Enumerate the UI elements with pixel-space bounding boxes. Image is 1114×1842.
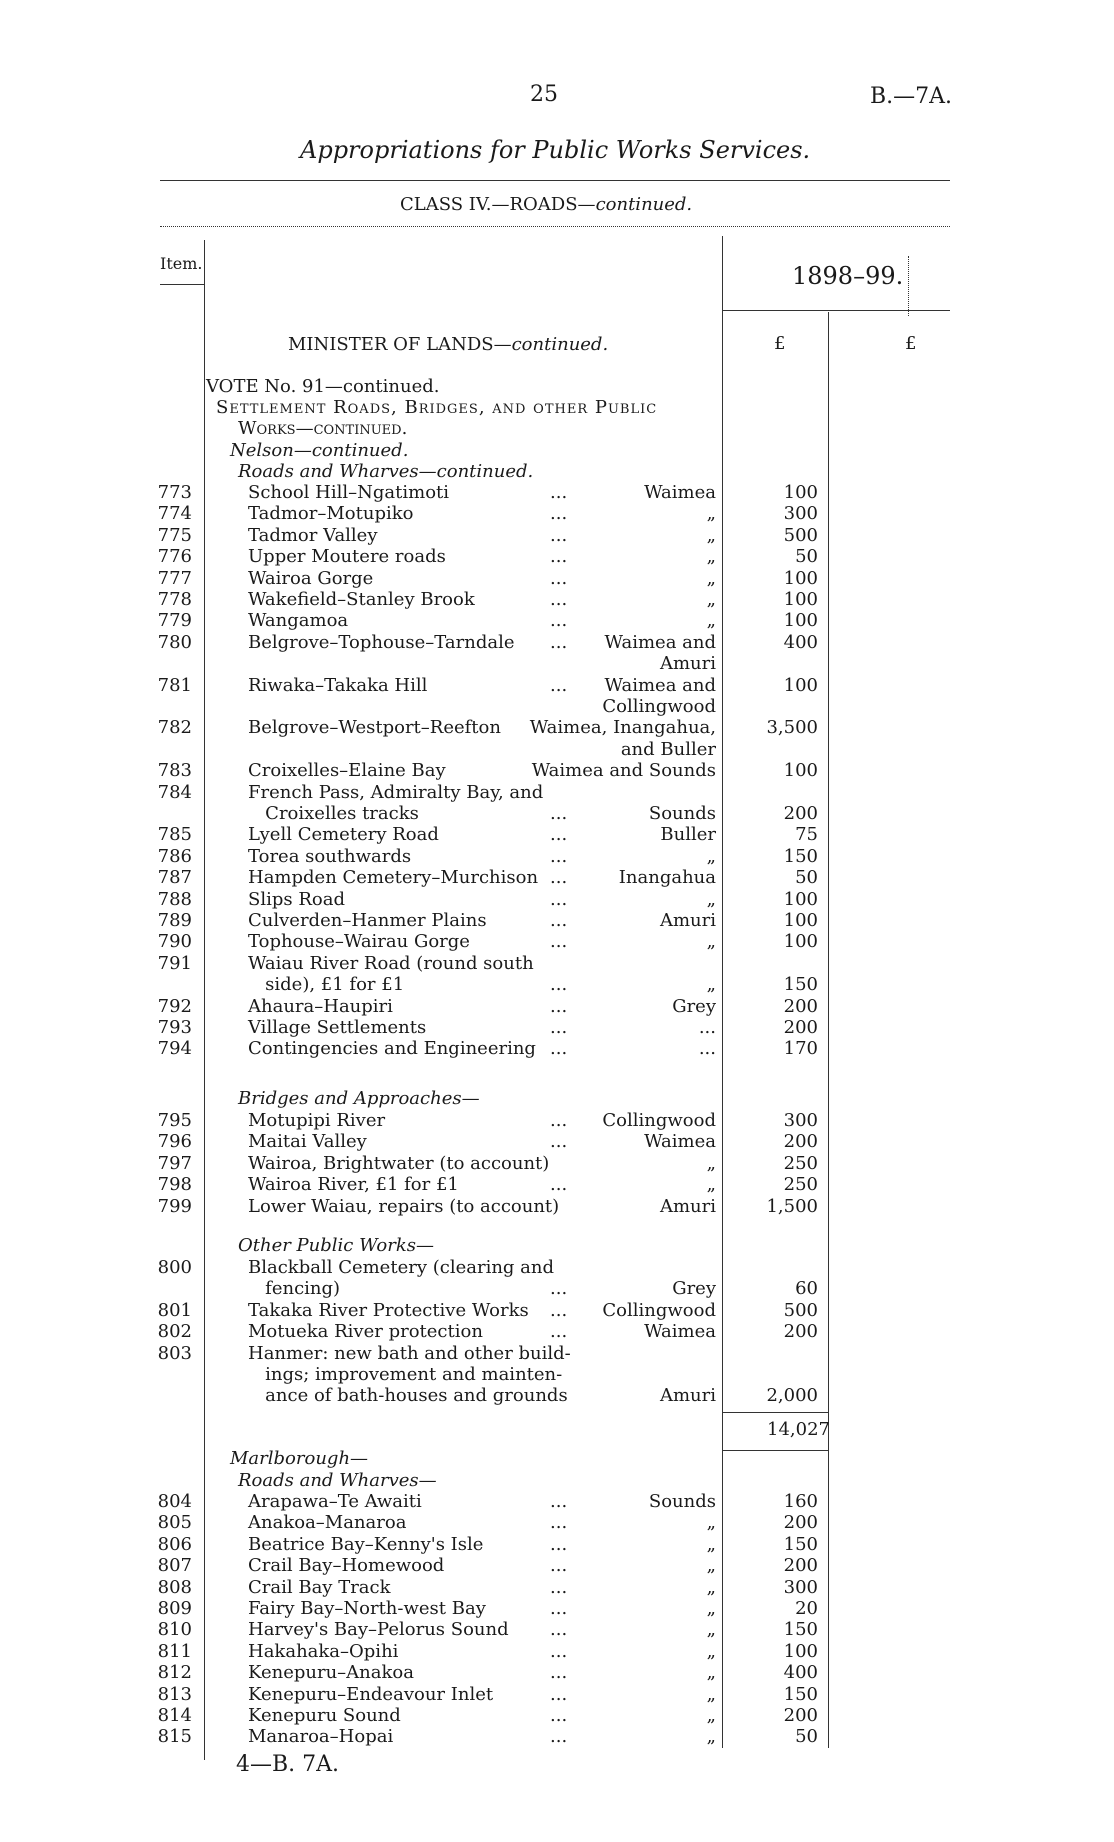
item-district: Buller xyxy=(660,824,716,846)
table-row xyxy=(0,1110,1114,1132)
item-district: Collingwood xyxy=(602,1110,716,1131)
table-row xyxy=(0,1257,1114,1279)
item-name: Fairy Bay–North-west Bay xyxy=(248,1598,486,1619)
item-name: Hampden Cemetery–Murchison xyxy=(248,867,539,889)
item-name: Torea southwards xyxy=(248,845,412,867)
item-number: 774 xyxy=(157,503,192,525)
table-row xyxy=(0,760,1114,782)
item-number: 781 xyxy=(157,674,192,696)
item-district: „ xyxy=(706,503,716,525)
leader-dots: ... xyxy=(550,524,568,546)
table-row xyxy=(0,1364,1114,1386)
item-name: Hanmer: new bath and other build- xyxy=(248,1342,571,1364)
item-district: Sounds xyxy=(648,1491,716,1512)
item-amount: 100 xyxy=(783,482,818,503)
item-amount: 160 xyxy=(783,1491,818,1512)
item-district: „ xyxy=(706,931,716,953)
item-name: Tophouse–Wairau Gorge xyxy=(248,931,470,953)
leader-dots: ... xyxy=(550,1662,568,1684)
item-number: 778 xyxy=(157,589,192,610)
item-district: Amuri xyxy=(659,653,716,675)
item-name: Belgrove–Westport–Reefton xyxy=(248,717,501,739)
item-amount: 100 xyxy=(783,760,818,782)
item-number: 812 xyxy=(157,1662,192,1684)
item-district: „ xyxy=(706,589,716,610)
item-name: Kenepuru Sound xyxy=(248,1705,401,1726)
item-name: Kenepuru–Endeavour Inlet xyxy=(248,1683,494,1705)
table-row xyxy=(0,867,1114,889)
table-row xyxy=(0,1278,1114,1300)
item-amount: 75 xyxy=(795,824,818,846)
leader-dots: ... xyxy=(550,888,568,910)
item-district: Waimea xyxy=(644,482,716,503)
item-name: Lyell Cemetery Road xyxy=(248,824,439,846)
item-amount: 250 xyxy=(783,1152,818,1174)
item-name: Wairoa River, £1 for £1 xyxy=(248,1174,459,1196)
other-works-heading: Other Public Works— xyxy=(238,1235,434,1256)
item-amount: 20 xyxy=(795,1598,818,1619)
item-name: Beatrice Bay–Kenny's Isle xyxy=(248,1533,484,1555)
item-amount: 3,500 xyxy=(766,717,818,739)
table-row xyxy=(0,1619,1114,1641)
item-name: Arapawa–Te Awaiti xyxy=(248,1491,422,1512)
leader-dots: ... xyxy=(550,1683,568,1705)
item-number: 795 xyxy=(157,1110,192,1131)
leader-dots: ... xyxy=(550,1576,568,1598)
subtotal-rule-top xyxy=(722,1412,828,1413)
bridges-heading: Bridges and Approaches— xyxy=(238,1088,480,1109)
item-amount: 400 xyxy=(783,1662,818,1684)
item-amount: 100 xyxy=(783,910,818,931)
table-row xyxy=(0,1321,1114,1343)
table-row xyxy=(0,1385,1114,1407)
item-number: 793 xyxy=(157,1017,192,1038)
item-name: Takaka River Protective Works xyxy=(248,1299,529,1321)
item-district: „ xyxy=(706,610,716,632)
item-district: Grey xyxy=(672,1278,716,1300)
item-district: ... xyxy=(698,1017,716,1038)
leader-dots: ... xyxy=(550,1038,568,1060)
table-row xyxy=(0,1038,1114,1060)
table-row xyxy=(0,1131,1114,1153)
leader-dots: ... xyxy=(550,1619,568,1641)
ministry-heading: MINISTER OF LANDS—continued. xyxy=(288,334,609,355)
table-row xyxy=(0,1684,1114,1706)
item-district: Grey xyxy=(672,995,716,1017)
item-district: Collingwood xyxy=(602,696,716,717)
leader-dots: ... xyxy=(550,995,568,1017)
item-number: 773 xyxy=(157,482,192,503)
item-number: 787 xyxy=(157,867,192,889)
table-row xyxy=(0,1598,1114,1620)
document-reference: B.—7A. xyxy=(870,84,953,109)
table-row xyxy=(0,568,1114,590)
class-heading: CLASS IV.—ROADS—continued. xyxy=(400,194,693,215)
table-row xyxy=(0,1017,1114,1039)
item-number: 789 xyxy=(157,910,192,931)
item-amount: 100 xyxy=(783,567,818,589)
leader-dots: ... xyxy=(550,910,568,931)
table-row xyxy=(0,1153,1114,1175)
item-number: 777 xyxy=(157,567,192,589)
item-district: Sounds xyxy=(648,803,716,824)
item-number: 808 xyxy=(157,1576,192,1598)
page-title: Appropriations for Public Works Services. xyxy=(300,136,811,164)
table-row xyxy=(0,1534,1114,1556)
item-district: „ xyxy=(706,1152,716,1174)
item-amount: 100 xyxy=(783,674,818,696)
item-number: 810 xyxy=(157,1619,192,1641)
item-district: Waimea and xyxy=(604,631,716,653)
item-district: „ xyxy=(706,1705,716,1726)
item-amount: 50 xyxy=(795,1726,818,1748)
item-number: 779 xyxy=(157,610,192,632)
item-district: ... xyxy=(698,1038,716,1060)
item-name: School Hill–Ngatimoti xyxy=(248,482,450,503)
table-row xyxy=(0,782,1114,804)
item-amount: 200 xyxy=(783,1705,818,1726)
vote-heading: VOTE No. 91—continued. xyxy=(206,376,440,397)
leader-dots: ... xyxy=(550,631,568,653)
table-row xyxy=(0,1577,1114,1599)
table-row xyxy=(0,610,1114,632)
table-row xyxy=(0,889,1114,911)
item-district: „ xyxy=(706,1683,716,1705)
item-district: „ xyxy=(706,1619,716,1641)
item-amount: 300 xyxy=(783,1110,818,1131)
item-district: „ xyxy=(706,1174,716,1196)
table-row xyxy=(0,525,1114,547)
item-district: „ xyxy=(706,1576,716,1598)
leader-dots: ... xyxy=(550,610,568,632)
table-row xyxy=(0,739,1114,761)
item-district: „ xyxy=(706,1555,716,1577)
item-name: Hakahaka–Opihi xyxy=(248,1640,399,1662)
item-district: Collingwood xyxy=(602,1299,716,1321)
item-name: Wairoa, Brightwater (to account) xyxy=(248,1152,550,1174)
item-amount: 500 xyxy=(783,1299,818,1321)
item-name: Motupipi River xyxy=(248,1110,386,1131)
item-district: „ xyxy=(706,1533,716,1555)
item-amount: 400 xyxy=(783,631,818,653)
table-row xyxy=(0,1726,1114,1748)
table-row xyxy=(0,974,1114,996)
item-district: „ xyxy=(706,1726,716,1748)
item-number: 796 xyxy=(157,1131,192,1153)
leader-dots: ... xyxy=(550,1533,568,1555)
item-name: Upper Moutere roads xyxy=(248,546,446,568)
item-district: Amuri xyxy=(659,1385,716,1407)
leader-dots: ... xyxy=(550,824,568,846)
item-number: 792 xyxy=(157,995,192,1017)
table-row xyxy=(0,632,1114,654)
leader-dots: ... xyxy=(550,1321,568,1343)
item-amount: 250 xyxy=(783,1174,818,1196)
item-name: Croixelles tracks xyxy=(248,803,419,824)
item-number: 813 xyxy=(157,1683,192,1705)
table-row xyxy=(0,1662,1114,1684)
item-district: „ xyxy=(706,1512,716,1534)
item-name: Contingencies and Engineering xyxy=(248,1038,536,1060)
item-number: 811 xyxy=(157,1640,192,1662)
item-amount: 100 xyxy=(783,888,818,910)
item-number: 786 xyxy=(157,845,192,867)
item-district: „ xyxy=(706,546,716,568)
rule-year xyxy=(722,310,950,311)
item-number: 797 xyxy=(157,1152,192,1174)
leader-dots: ... xyxy=(550,1491,568,1512)
item-district: Waimea and xyxy=(604,674,716,696)
table-row xyxy=(0,1196,1114,1218)
item-district: Inangahua xyxy=(618,867,716,889)
item-district: „ xyxy=(706,1598,716,1619)
table-row xyxy=(0,1174,1114,1196)
item-name: Village Settlements xyxy=(248,1017,427,1038)
item-name: Wakefield–Stanley Brook xyxy=(248,589,475,610)
leader-dots: ... xyxy=(550,1512,568,1534)
item-name: Tadmor Valley xyxy=(248,524,378,546)
item-amount: 500 xyxy=(783,524,818,546)
item-district: „ xyxy=(706,1662,716,1684)
rule-top xyxy=(160,180,950,181)
leader-dots: ... xyxy=(550,931,568,953)
item-district: „ xyxy=(706,845,716,867)
item-number: 791 xyxy=(157,952,192,974)
item-amount: 150 xyxy=(783,1533,818,1555)
item-name: ance of bath-houses and grounds xyxy=(248,1385,568,1407)
item-amount: 100 xyxy=(783,931,818,953)
leader-dots: ... xyxy=(550,845,568,867)
leader-dots: ... xyxy=(550,1110,568,1131)
marlborough-heading: Marlborough— xyxy=(230,1448,369,1469)
item-name: ings; improvement and mainten- xyxy=(248,1364,563,1385)
item-number: 804 xyxy=(157,1491,192,1512)
pound-symbol-col1: £ xyxy=(774,333,786,354)
table-row xyxy=(0,1641,1114,1663)
year-right-edge xyxy=(908,256,909,316)
item-amount: 200 xyxy=(783,1512,818,1534)
item-amount: 170 xyxy=(783,1038,818,1060)
item-name: Maitai Valley xyxy=(248,1131,367,1153)
page-number: 25 xyxy=(530,82,558,107)
roads-heading: Roads and Wharves—continued. xyxy=(238,461,534,482)
leader-dots: ... xyxy=(550,1131,568,1153)
item-amount: 200 xyxy=(783,995,818,1017)
table-row xyxy=(0,696,1114,718)
item-amount: 200 xyxy=(783,803,818,824)
item-number: 814 xyxy=(157,1705,192,1726)
year-column-header: 1898–99. xyxy=(792,262,904,290)
item-amount: 50 xyxy=(795,867,818,889)
table-row xyxy=(0,482,1114,504)
table-row xyxy=(0,1300,1114,1322)
item-district: Amuri xyxy=(659,910,716,931)
table-row xyxy=(0,953,1114,975)
item-amount: 200 xyxy=(783,1017,818,1038)
item-district: Waimea xyxy=(644,1321,716,1343)
settlement-heading-line1: Settlement Roads, Bridges, and other Public xyxy=(216,397,658,418)
item-number: 782 xyxy=(157,717,192,739)
table-row xyxy=(0,589,1114,611)
subtotal-amount: 14,027 xyxy=(767,1419,830,1440)
item-name: Belgrove–Tophouse–Tarndale xyxy=(248,631,515,653)
leader-dots: ... xyxy=(550,1598,568,1619)
table-row xyxy=(0,1555,1114,1577)
leader-dots: ... xyxy=(550,503,568,525)
item-district: „ xyxy=(706,888,716,910)
marlborough-roads-heading: Roads and Wharves— xyxy=(238,1470,437,1491)
leader-dots: ... xyxy=(550,1640,568,1662)
table-row xyxy=(0,717,1114,739)
table-row xyxy=(0,996,1114,1018)
item-name: side), £1 for £1 xyxy=(248,974,405,996)
item-amount: 1,500 xyxy=(766,1195,818,1217)
item-name: Lower Waiau, repairs (to account) xyxy=(248,1195,560,1217)
item-amount: 200 xyxy=(783,1555,818,1577)
item-number: 807 xyxy=(157,1555,192,1577)
item-number: 799 xyxy=(157,1195,192,1217)
item-number: 794 xyxy=(157,1038,192,1060)
item-number: 775 xyxy=(157,524,192,546)
item-amount: 150 xyxy=(783,1683,818,1705)
item-number: 788 xyxy=(157,888,192,910)
settlement-heading-line2: Works—continued. xyxy=(238,418,408,439)
leader-dots: ... xyxy=(550,674,568,696)
item-name: Manaroa–Hopai xyxy=(248,1726,394,1748)
item-column-header: Item. xyxy=(160,254,203,273)
rule-item-col xyxy=(160,284,204,285)
item-district: „ xyxy=(706,567,716,589)
item-name: Slips Road xyxy=(248,888,345,910)
item-name: Crail Bay Track xyxy=(248,1576,391,1598)
item-name: Harvey's Bay–Pelorus Sound xyxy=(248,1619,509,1641)
item-district: Waimea and Sounds xyxy=(531,760,716,782)
leader-dots: ... xyxy=(550,867,568,889)
table-row xyxy=(0,675,1114,697)
table-row xyxy=(0,1491,1114,1513)
rule-class xyxy=(160,226,950,227)
item-name: Culverden–Hanmer Plains xyxy=(248,910,487,931)
item-name: Croixelles–Elaine Bay xyxy=(248,760,446,782)
item-amount: 150 xyxy=(783,974,818,996)
item-number: 784 xyxy=(157,781,192,803)
item-name: Kenepuru–Anakoa xyxy=(248,1662,414,1684)
leader-dots: ... xyxy=(550,546,568,568)
item-district: Amuri xyxy=(659,1195,716,1217)
leader-dots: ... xyxy=(550,1555,568,1577)
item-number: 783 xyxy=(157,760,192,782)
item-amount: 150 xyxy=(783,1619,818,1641)
item-number: 805 xyxy=(157,1512,192,1534)
item-district: Waimea xyxy=(644,1131,716,1153)
item-amount: 300 xyxy=(783,1576,818,1598)
item-amount: 60 xyxy=(795,1278,818,1300)
item-number: 776 xyxy=(157,546,192,568)
pound-symbol-col2: £ xyxy=(905,333,917,354)
item-amount: 300 xyxy=(783,503,818,525)
item-district: „ xyxy=(706,1640,716,1662)
table-row xyxy=(0,503,1114,525)
item-number: 798 xyxy=(157,1174,192,1196)
item-district: „ xyxy=(706,974,716,996)
item-number: 803 xyxy=(157,1342,192,1364)
item-number: 806 xyxy=(157,1533,192,1555)
table-row xyxy=(0,1512,1114,1534)
item-amount: 200 xyxy=(783,1131,818,1153)
item-name: Blackball Cemetery (clearing and xyxy=(248,1257,555,1278)
item-number: 780 xyxy=(157,631,192,653)
table-row xyxy=(0,931,1114,953)
item-amount: 100 xyxy=(783,610,818,632)
table-row xyxy=(0,803,1114,825)
leader-dots: ... xyxy=(550,1017,568,1038)
item-number: 785 xyxy=(157,824,192,846)
item-number: 802 xyxy=(157,1321,192,1343)
item-name: Tadmor–Motupiko xyxy=(248,503,414,525)
table-row xyxy=(0,653,1114,675)
leader-dots: ... xyxy=(550,1278,568,1300)
item-name: Waiau River Road (round south xyxy=(248,952,534,974)
leader-dots: ... xyxy=(550,567,568,589)
item-amount: 100 xyxy=(783,589,818,610)
item-name: Riwaka–Takaka Hill xyxy=(248,674,428,696)
table-row xyxy=(0,546,1114,568)
item-name: Motueka River protection xyxy=(248,1321,483,1343)
footer-signature: 4—B. 7A. xyxy=(236,1752,340,1777)
item-number: 801 xyxy=(157,1299,192,1321)
table-row xyxy=(0,824,1114,846)
item-district: Waimea, Inangahua, xyxy=(529,717,716,739)
table-row xyxy=(0,1343,1114,1365)
item-number: 800 xyxy=(157,1257,192,1278)
leader-dots: ... xyxy=(550,589,568,610)
item-district: and Buller xyxy=(620,738,716,760)
item-district: „ xyxy=(706,524,716,546)
item-number: 815 xyxy=(157,1726,192,1748)
item-amount: 150 xyxy=(783,845,818,867)
leader-dots: ... xyxy=(550,482,568,503)
item-amount: 100 xyxy=(783,1640,818,1662)
item-name: fencing) xyxy=(248,1278,341,1300)
item-amount: 50 xyxy=(795,546,818,568)
leader-dots: ... xyxy=(550,1299,568,1321)
leader-dots: ... xyxy=(550,1705,568,1726)
item-name: Wairoa Gorge xyxy=(248,567,374,589)
item-number: 790 xyxy=(157,931,192,953)
item-amount: 2,000 xyxy=(766,1385,818,1407)
leader-dots: ... xyxy=(550,803,568,824)
leader-dots: ... xyxy=(550,1726,568,1748)
item-name: Wangamoa xyxy=(248,610,349,632)
item-number: 809 xyxy=(157,1598,192,1619)
item-amount: 200 xyxy=(783,1321,818,1343)
table-row xyxy=(0,846,1114,868)
table-row xyxy=(0,910,1114,932)
item-name: Crail Bay–Homewood xyxy=(248,1555,445,1577)
item-name: French Pass, Admiralty Bay, and xyxy=(248,781,544,803)
table-row xyxy=(0,1705,1114,1727)
item-name: Anakoa–Manaroa xyxy=(248,1512,407,1534)
item-name: Ahaura–Haupiri xyxy=(248,995,393,1017)
leader-dots: ... xyxy=(550,1174,568,1196)
leader-dots: ... xyxy=(550,974,568,996)
nelson-heading: Nelson—continued. xyxy=(230,440,409,461)
